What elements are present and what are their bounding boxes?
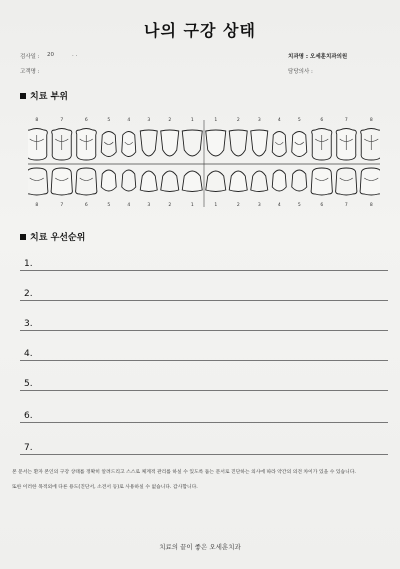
- writing-line: [20, 454, 388, 455]
- lower-tooth-number: 1: [214, 203, 218, 208]
- lower-tooth[interactable]: [161, 171, 179, 192]
- lower-tooth[interactable]: [251, 171, 268, 192]
- writing-line: [20, 300, 388, 301]
- upper-tooth[interactable]: [361, 129, 380, 161]
- lower-tooth[interactable]: [360, 168, 380, 195]
- upper-tooth[interactable]: [312, 129, 332, 161]
- upper-tooth[interactable]: [292, 132, 307, 157]
- upper-tooth[interactable]: [101, 132, 116, 157]
- lower-tooth-number: 2: [168, 203, 172, 208]
- lower-tooth-number: 8: [369, 203, 373, 208]
- exam-date-separators: . .: [72, 52, 78, 58]
- exam-date-label: 검사일 :: [20, 54, 40, 60]
- writing-line: [20, 422, 388, 423]
- clinic-name: 오세훈치과의원: [310, 54, 348, 60]
- upper-tooth[interactable]: [28, 129, 47, 161]
- priority-number: 7.: [24, 443, 33, 453]
- upper-tooth[interactable]: [272, 132, 286, 157]
- writing-line: [20, 390, 388, 391]
- upper-tooth-number: 2: [236, 118, 240, 123]
- section-bullet: [20, 93, 26, 99]
- section-title: 치료 우선순위: [30, 233, 86, 243]
- upper-tooth[interactable]: [52, 129, 72, 161]
- priority-number: 5.: [24, 379, 33, 389]
- lower-tooth-number: 5: [297, 203, 301, 208]
- priority-number: 3.: [24, 319, 33, 329]
- lower-tooth[interactable]: [182, 171, 202, 192]
- upper-tooth[interactable]: [206, 130, 226, 156]
- upper-tooth[interactable]: [140, 130, 157, 156]
- writing-line: [20, 270, 388, 271]
- upper-tooth-number: 7: [60, 118, 64, 123]
- priority-row-7[interactable]: [20, 441, 388, 455]
- upper-tooth-number: 6: [84, 118, 88, 123]
- lower-tooth-number: 6: [84, 203, 88, 208]
- upper-tooth-number: 1: [214, 118, 218, 123]
- upper-tooth-number: 5: [297, 118, 301, 123]
- page-title: 나의 구강 상태: [144, 21, 256, 40]
- footer-slogan: 치료의 끝이 좋은 오세훈치과: [159, 543, 241, 551]
- lower-tooth-number: 4: [127, 203, 131, 208]
- upper-tooth[interactable]: [336, 129, 356, 161]
- exam-date-value: 20: [47, 52, 54, 58]
- upper-tooth[interactable]: [251, 130, 268, 156]
- priority-number: 2.: [24, 289, 33, 299]
- lower-tooth-number: 6: [320, 203, 324, 208]
- priority-row-3[interactable]: [20, 317, 388, 331]
- lower-tooth[interactable]: [272, 170, 286, 191]
- lower-tooth[interactable]: [336, 168, 357, 195]
- upper-tooth[interactable]: [229, 130, 247, 156]
- lower-tooth[interactable]: [229, 171, 247, 192]
- writing-line: [20, 330, 388, 331]
- upper-tooth-number: 3: [147, 118, 151, 123]
- upper-tooth-number: 8: [369, 118, 373, 123]
- disclaimer-line-1: 본 문서는 환자 본인의 구강 상태를 정확히 알려드리고 스스로 체계적 관리를 하실 수 있도록 돕는 문서로 진단하는 의사에 따라 약간의 의견 차이가 있을 수 있습니다.: [12, 470, 356, 475]
- doctor-label: 담당의사 :: [288, 69, 313, 75]
- lower-tooth-number: 7: [60, 203, 64, 208]
- priority-row-6[interactable]: [20, 409, 388, 423]
- lower-tooth[interactable]: [51, 168, 72, 195]
- priority-row-2[interactable]: [20, 287, 388, 301]
- lower-tooth[interactable]: [311, 168, 332, 195]
- lower-tooth-number: 4: [277, 203, 281, 208]
- lower-tooth[interactable]: [140, 171, 157, 192]
- upper-tooth[interactable]: [122, 132, 136, 157]
- lower-tooth-number: 2: [236, 203, 240, 208]
- upper-tooth-number: 8: [35, 118, 39, 123]
- upper-tooth[interactable]: [76, 129, 96, 161]
- lower-tooth[interactable]: [76, 168, 97, 195]
- section-treatment-priority: [20, 230, 85, 243]
- upper-tooth-number: 7: [344, 118, 348, 123]
- lower-tooth-number: 8: [35, 203, 39, 208]
- lower-tooth[interactable]: [28, 168, 48, 195]
- priority-row-4[interactable]: [20, 347, 388, 361]
- upper-tooth-number: 4: [127, 118, 131, 123]
- priority-row-1[interactable]: [20, 257, 388, 271]
- upper-tooth-number: 4: [277, 118, 281, 123]
- clinic-label: 치과명 :: [288, 54, 309, 60]
- upper-tooth[interactable]: [161, 130, 179, 156]
- tooth-chart: [28, 112, 380, 212]
- priority-row-5[interactable]: [20, 377, 388, 391]
- section-treatment-area: [20, 89, 68, 102]
- lower-tooth-number: 1: [190, 203, 194, 208]
- priority-number: 4.: [24, 349, 33, 359]
- lower-tooth-number: 3: [257, 203, 261, 208]
- writing-line: [20, 360, 388, 361]
- upper-tooth[interactable]: [182, 130, 202, 156]
- patient-label: 고객명 :: [20, 69, 40, 75]
- upper-tooth-number: 6: [320, 118, 324, 123]
- lower-tooth-number: 3: [147, 203, 151, 208]
- disclaimer-line-2: 또한 이러한 목적외에 다른 용도(진단서, 소견서 등)로 사용하실 수 없습니다. 감사합니다.: [12, 485, 198, 490]
- section-bullet: [20, 234, 26, 240]
- upper-tooth-number: 1: [190, 118, 194, 123]
- lower-tooth[interactable]: [206, 171, 226, 192]
- priority-number: 1.: [24, 259, 33, 269]
- upper-tooth-number: 5: [107, 118, 111, 123]
- upper-tooth-number: 3: [257, 118, 261, 123]
- lower-tooth-number: 5: [107, 203, 111, 208]
- upper-tooth-number: 2: [168, 118, 172, 123]
- priority-number: 6.: [24, 411, 33, 421]
- lower-tooth[interactable]: [101, 170, 116, 191]
- lower-tooth-number: 7: [344, 203, 348, 208]
- lower-tooth[interactable]: [122, 170, 136, 191]
- lower-tooth[interactable]: [292, 170, 307, 191]
- section-title: 치료 부위: [30, 92, 68, 102]
